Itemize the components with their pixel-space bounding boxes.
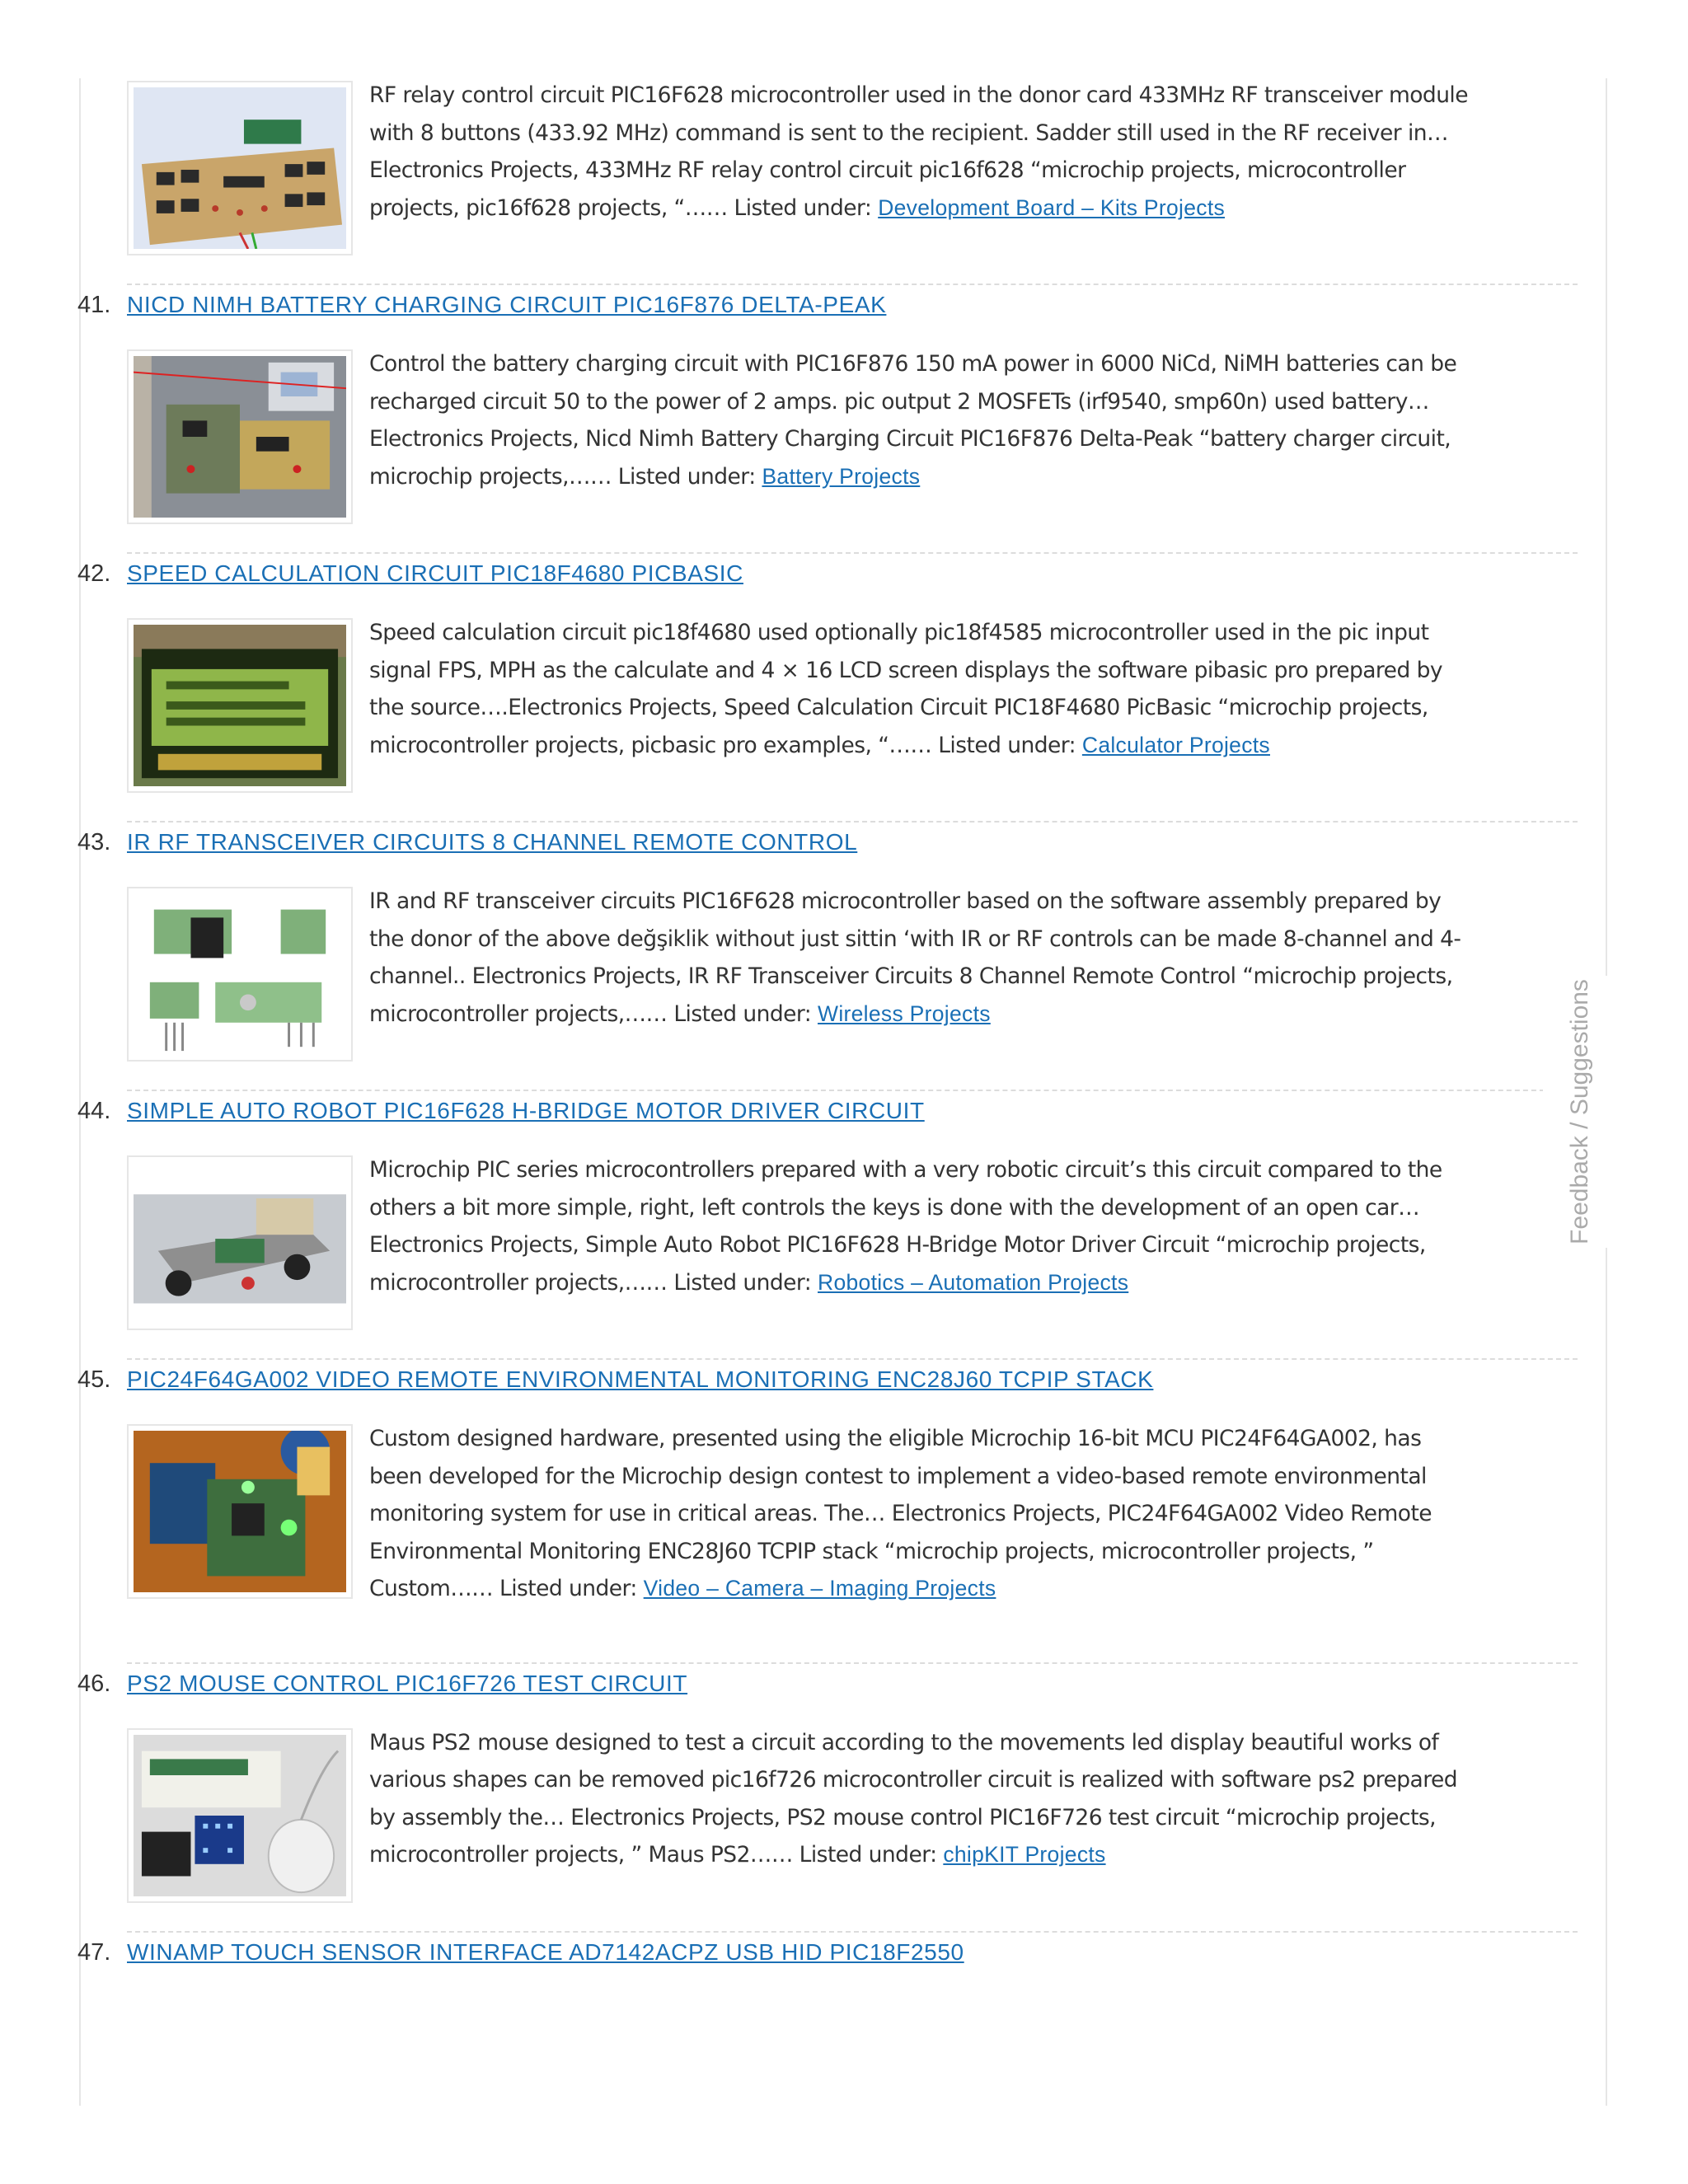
project-description: Custom designed hardware, presented using the eligible Microchip 16-bit MCU PIC24F64GA002, has been developed for the Microchip design contest to implement a video-based remote environmental monitoring system for use in critical areas. The… Electronics Projects, PIC24F64GA002 Video Remote Environmental Monitoring ENC28J60 TCPIP stack “microchip projects, microcontroller projects, ” Custom…… Listed under: Video – Camera – Imaging Projects [369, 1426, 1432, 1601]
video-monitor-board-image [134, 1431, 346, 1592]
item-number: 42. [77, 560, 111, 587]
project-description: Microchip PIC series microcontrollers prepared with a very robotic circuit’s this circuit compared to the others a bit more simple, right, left controls the keys is done with the development of an open car… Electronics Projects, Simple Auto Robot PIC16F628 H-Bridge Motor Driver Circuit “microchip projects, microcontroller projects,…… Listed under: Robotics – Automation Projects [369, 1157, 1442, 1296]
list-item [77, 1662, 1578, 1931]
list-item [77, 821, 1578, 1090]
rf-module-image [134, 893, 346, 1055]
item-number: 43. [77, 829, 111, 855]
page-frame-left [79, 78, 81, 2106]
project-thumbnail[interactable] [127, 1728, 353, 1903]
item-number: 41. [77, 292, 111, 318]
item-number: 47. [77, 1938, 111, 1966]
project-thumbnail[interactable] [127, 81, 353, 255]
category-link[interactable]: Development Board – Kits Projects [878, 194, 1226, 220]
category-link[interactable]: Video – Camera – Imaging Projects [643, 1576, 996, 1601]
category-link[interactable]: chipKIT Projects [943, 1842, 1106, 1867]
list-item [77, 284, 1578, 552]
project-thumbnail[interactable] [127, 349, 353, 524]
list-item [77, 552, 1578, 821]
project-list [77, 81, 1578, 1997]
project-thumbnail[interactable] [127, 618, 353, 793]
battery-charger-image [134, 356, 346, 518]
item-number: 44. [77, 1098, 111, 1124]
project-title-link[interactable]: SPEED CALCULATION CIRCUIT PIC18F4680 PICBASIC [127, 560, 743, 586]
category-link[interactable]: Wireless Projects [818, 1001, 991, 1026]
list-item [77, 1931, 1578, 1972]
robot-car-image [134, 1162, 346, 1324]
ps2-mouse-test-image [134, 1735, 346, 1896]
project-title-link[interactable]: PS2 MOUSE CONTROL PIC16F726 TEST CIRCUIT [127, 1670, 688, 1696]
lcd-display-image [134, 625, 346, 786]
project-description: Control the battery charging circuit with PIC16F876 150 mA power in 6000 NiCd, NiMH batteries can be recharged circuit 50 to the power of 2 amps. pic output 2 MOSFETs (irf9540, smp60n) used battery… Electronics Projects, Nicd Nimh Battery Charging Circuit PIC16F876 Delta-Peak “battery charger circuit, microchip projects,…… Listed under: Battery Projects [369, 351, 1457, 490]
feedback-tab-label: Feedback / Suggestions [1566, 979, 1593, 1244]
feedback-tab[interactable] [1543, 976, 1617, 1248]
category-link[interactable]: Calculator Projects [1081, 732, 1270, 757]
list-item [127, 81, 1578, 284]
project-thumbnail[interactable] [127, 887, 353, 1062]
project-title-link[interactable]: PIC24F64GA002 VIDEO REMOTE ENVIRONMENTAL MONITORING ENC28J60 TCPIP STACK [127, 1366, 1154, 1392]
project-thumbnail[interactable] [127, 1155, 353, 1330]
relay-board-image [134, 87, 346, 249]
project-title-link[interactable]: WINAMP TOUCH SENSOR INTERFACE AD7142ACPZ USB HID PIC18F2550 [127, 1938, 964, 1965]
project-description: IR and RF transceiver circuits PIC16F628 microcontroller based on the software assembly prepared by the donor of the above değşiklik without just sittin ‘with IR or RF controls can be made 8-channel and 4-channel.. Electronics Projects, IR RF Transceiver Circuits 8 Channel Remote Control “microchip projects, microcontroller projects,…… Listed under: Wireless Projects [369, 888, 1461, 1027]
project-title-link[interactable]: SIMPLE AUTO ROBOT PIC16F628 H-BRIDGE MOTOR DRIVER CIRCUIT [127, 1098, 925, 1123]
item-number: 45. [77, 1366, 111, 1393]
category-link[interactable]: Battery Projects [762, 463, 921, 489]
project-description: Speed calculation circuit pic18f4680 used optionally pic18f4585 microcontroller used in the pic input signal FPS, MPH as the calculate and 4 × 16 LCD screen displays the software pibasic pro prepared by the source….Electronics Projects, Speed Calculation Circuit PIC18F4680 PicBasic “microchip projects, microcontroller projects, picbasic pro examples, “…… Listed under: Calculator Projects [369, 620, 1442, 758]
list-item [77, 1090, 1578, 1358]
project-description: RF relay control circuit PIC16F628 microcontroller used in the donor card 433MHz RF transceiver module with 8 buttons (433.92 MHz) command is sent to the recipient. Sadder still used in the RF receiver in… Electronics Projects, 433MHz RF relay control circuit pic16f628 “microchip projects, microcontroller projects, pic16f628 projects, “…… Listed under: Development Board – Kits Projects [369, 82, 1469, 221]
project-title-link[interactable]: NICD NIMH BATTERY CHARGING CIRCUIT PIC16F876 DELTA-PEAK [127, 292, 887, 317]
project-thumbnail[interactable] [127, 1424, 353, 1599]
list-item [77, 1358, 1578, 1662]
project-description: Maus PS2 mouse designed to test a circuit according to the movements led display beautiful works of various shapes can be removed pic16f726 microcontroller circuit is realized with software ps2 prepared by assembly the… Electronics Projects, PS2 mouse control PIC16F726 test circuit “microchip projects, microcontroller projects, ” Maus PS2…… Listed under: chipKIT Projects [369, 1729, 1458, 1868]
category-link[interactable]: Robotics – Automation Projects [818, 1269, 1129, 1295]
project-title-link[interactable]: IR RF TRANSCEIVER CIRCUITS 8 CHANNEL REMOTE CONTROL [127, 829, 858, 855]
item-number: 46. [77, 1670, 111, 1697]
